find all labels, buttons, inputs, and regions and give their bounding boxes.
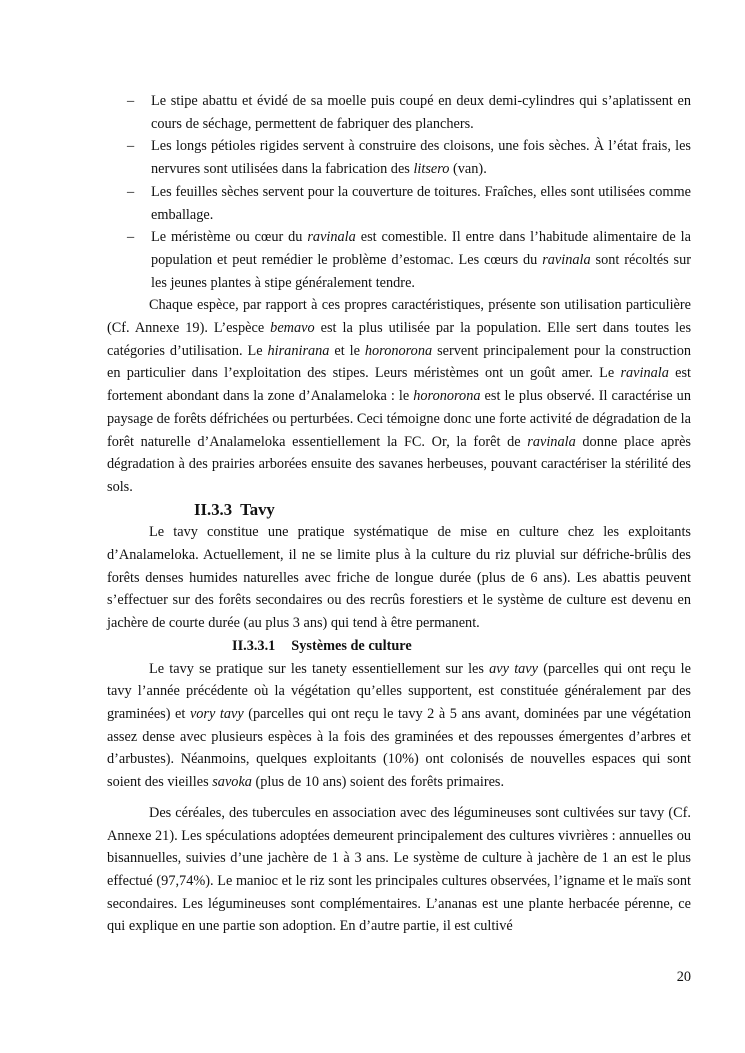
section-title: Tavy bbox=[240, 499, 275, 519]
list-item-text: Les longs pétioles rigides servent à construire des cloisons, une fois sèches. À l’état frais, les nervures sont utilisées dans la fabrication des bbox=[151, 138, 691, 178]
list-item bbox=[107, 181, 691, 226]
list-item-text: sont récoltés sur les jeunes plantes à stipe généralement tendre. bbox=[151, 251, 691, 291]
list-dash: – bbox=[127, 183, 135, 200]
section-heading-tavy bbox=[107, 499, 691, 522]
list-item-text: est comestible. Il entre dans l’habitude alimentaire de la population et peut remédier le problème d’estomac. Les cœurs du bbox=[151, 229, 691, 268]
paragraph-culture-systems bbox=[107, 658, 691, 794]
italic-term: horonorona bbox=[413, 388, 481, 405]
section-title: Systèmes de culture bbox=[291, 637, 412, 654]
list-item-text: Le méristème ou cœur du bbox=[151, 229, 308, 246]
italic-term: litsero bbox=[413, 161, 450, 178]
list-item bbox=[107, 226, 691, 294]
section-number: II.3.3 bbox=[194, 499, 233, 519]
page-body bbox=[107, 90, 691, 938]
paragraph-cereals: Des céréales, des tubercules en association avec des légumineuses sont cultivées sur tavy (Cf. Annexe 21). Les spéculations adoptées demeurent principalement des cultures vivrières : annuelles ou bisannuelles, suivies d’une jachère de 1 à 3 ans. Le système de culture à jachère de 1 an est le plus effectué (97,74%). Le manioc et le riz sont les principales cultures observées, l’igname et le maïs sont secondaires. Les légumineuses sont complémentaires. L’ananas est une plante herbacée pérenne, ce qui explique en une partie son adoption. En d’autre partie, il est cultivé bbox=[107, 804, 691, 935]
paragraph-text: Le tavy se pratique sur les tanety essentiellement sur les bbox=[149, 660, 490, 677]
paragraph-text: est la plus utilisée par la population. Elle sert dans toutes les catégories d’utilisation. Le bbox=[107, 320, 692, 359]
italic-term: avy tavy bbox=[489, 660, 539, 677]
list-dash: – bbox=[127, 93, 135, 109]
italic-term: ravinala bbox=[307, 229, 356, 246]
list-item-text: Le stipe abattu et évidé de sa moelle puis coupé en deux demi-cylindres qui s’aplatissent en cours de séchage, permettent de fabriquer des planchers. bbox=[151, 93, 691, 132]
paragraph-text: servent principalement pour la construction en particulier dans l’exploitation des stipes. Leurs méristèmes ont un goût amer. Le bbox=[107, 342, 692, 382]
paragraph-text: et le bbox=[329, 342, 365, 359]
italic-term: horonorona bbox=[364, 342, 433, 359]
italic-term: ravinala bbox=[527, 433, 576, 450]
paragraph-tavy: Le tavy constitue une pratique systématique de mise en culture chez les exploitants d’Analameloka. Actuellement, il ne se limite plus à la culture du riz pluvial sur défriche-brûlis des forêts denses humides naturelles avec friche de longue durée (plus de 6 ans). Les abattis peuvent s’effectuer sur des forêts secondaires ou des recrûs forestiers et le système de culture est devenu en jachère de courte durée (au plus 3 ans) qui tend à être permanent. bbox=[107, 524, 691, 632]
italic-term: ravinala bbox=[620, 365, 669, 382]
italic-term: vory tavy bbox=[189, 705, 244, 722]
list-item bbox=[107, 90, 691, 135]
paragraph-text: (parcelles qui ont reçu le tavy 2 à 5 ans avant, dominées par une végétation assez dense avec plusieurs espèces à la fois des graminées et des repousses émergentes d’arbres et d’arbustes). Néanmoins, quelques exploitants (10%) ont colonisés de nouvelles espaces qui sont soient des vieilles bbox=[107, 705, 692, 791]
list-item bbox=[107, 135, 691, 180]
list-item-text: Les feuilles sèches servent pour la couverture de toitures. Fraîches, elles sont utilisées comme emballage. bbox=[151, 183, 691, 223]
paragraph-text: (parcelles qui ont reçu le tavy l’année précédente où la végétation qu’elles supportent, est constituée généralement par des graminées) et bbox=[107, 660, 691, 722]
uses-list bbox=[107, 90, 691, 294]
list-dash: – bbox=[127, 138, 135, 155]
subsection-heading-culture bbox=[107, 635, 691, 658]
paragraph-text: est fortement abondant dans la zone d’Analameloka : le bbox=[107, 365, 691, 405]
paragraph-species-use bbox=[107, 294, 691, 498]
italic-term: bemavo bbox=[270, 320, 315, 337]
paragraph-text: Chaque espèce, par rapport à ces propres caractéristiques, présente son utilisation particulière (Cf. Annexe 19). L’espèce bbox=[107, 297, 691, 337]
list-dash: – bbox=[127, 229, 135, 246]
section-number: II.3.3.1 bbox=[232, 637, 276, 654]
italic-term: ravinala bbox=[542, 251, 591, 268]
paragraph-text: donne place après dégradation à des prairies arborées ensuite des savanes herbeuses, pouvant caractériser la stérilité des sols. bbox=[107, 433, 691, 495]
italic-term: savoka bbox=[212, 774, 252, 791]
italic-term: hiranirana bbox=[267, 342, 330, 359]
page-number: 20 bbox=[676, 969, 691, 985]
paragraph-text: est le plus observé. Il caractérise un paysage de forêts défrichées ou perturbées. Ceci témoigne donc une forte activité de dégradation de la forêt naturelle d’Analameloka essentiellement la FC. Or, la forêt de bbox=[107, 388, 691, 450]
paragraph-text: (plus de 10 ans) soient des forêts primaires. bbox=[251, 774, 505, 791]
list-item-text: (van). bbox=[449, 161, 487, 178]
